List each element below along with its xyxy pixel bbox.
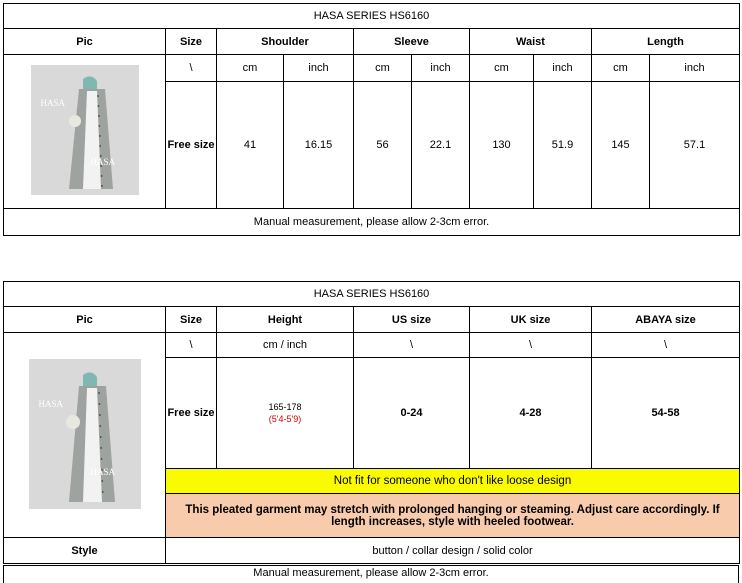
product-photo [31,65,139,195]
unit-cm: cm [470,55,534,82]
table-footer: Manual measurement, please allow 2-3cm error. [3,565,739,583]
header-pic: Pic [4,29,166,55]
unit-height: cm / inch [217,333,354,358]
style-value: button / collar design / solid color [166,538,740,564]
height-cm: 165-178 [268,402,302,412]
size-value: Free size [166,82,217,209]
abaya-size-value: 54-58 [592,358,740,469]
table-footer: Manual measurement, please allow 2-3cm error. [4,209,740,236]
waist-inch: 51.9 [534,82,592,209]
table-title: HASA SERIES HS6160 [4,4,740,29]
header-abaya-size: ABAYA size [592,307,740,333]
watermark-text: HASA [90,157,116,167]
unit-uk: \ [470,333,592,358]
sleeve-inch: 22.1 [412,82,470,209]
watermark-text: HASA [40,98,66,108]
style-label: Style [4,538,166,564]
height-value [217,358,354,469]
product-photo [29,359,141,509]
size-table-measurements [3,3,740,236]
header-shoulder: Shoulder [217,29,354,55]
us-size-value: 0-24 [354,358,470,469]
header-size: Size [166,307,217,333]
shoulder-inch: 16.15 [284,82,354,209]
header-length: Length [592,29,740,55]
unit-cm: cm [354,55,412,82]
table-title: HASA SERIES HS6160 [4,282,740,307]
header-size: Size [166,29,217,55]
shoulder-cm: 41 [217,82,284,209]
unit-inch: inch [534,55,592,82]
watermark-text: HASA [90,466,116,477]
unit-cm: cm [592,55,650,82]
size-value: Free size [166,358,217,469]
unit-abaya: \ [592,333,740,358]
uk-size-value: 4-28 [470,358,592,469]
unit-inch: inch [284,55,354,82]
header-uk-size: UK size [470,307,592,333]
unit-inch: inch [650,55,740,82]
fit-note: Not fit for someone who don't like loose design [166,469,740,494]
sleeve-cm: 56 [354,82,412,209]
unit-size: \ [166,333,217,358]
header-sleeve: Sleeve [354,29,470,55]
size-table-fit [3,281,740,564]
product-photo-cell [4,55,166,209]
unit-size: \ [166,55,217,82]
length-cm: 145 [592,82,650,209]
unit-inch: inch [412,55,470,82]
unit-us: \ [354,333,470,358]
header-us-size: US size [354,307,470,333]
watermark-text: HASA [38,398,64,409]
waist-cm: 130 [470,82,534,209]
header-pic: Pic [4,307,166,333]
care-warning: This pleated garment may stretch with prolonged hanging or steaming. Adjust care accordingly. If length increases, style with heeled footwear. [166,494,740,538]
unit-cm: cm [217,55,284,82]
header-waist: Waist [470,29,592,55]
abaya-figure-icon [29,359,141,509]
length-inch: 57.1 [650,82,740,209]
abaya-figure-icon [31,65,139,195]
height-inch: (5'4-5'9) [268,414,302,424]
header-height: Height [217,307,354,333]
product-photo-cell [4,333,166,538]
